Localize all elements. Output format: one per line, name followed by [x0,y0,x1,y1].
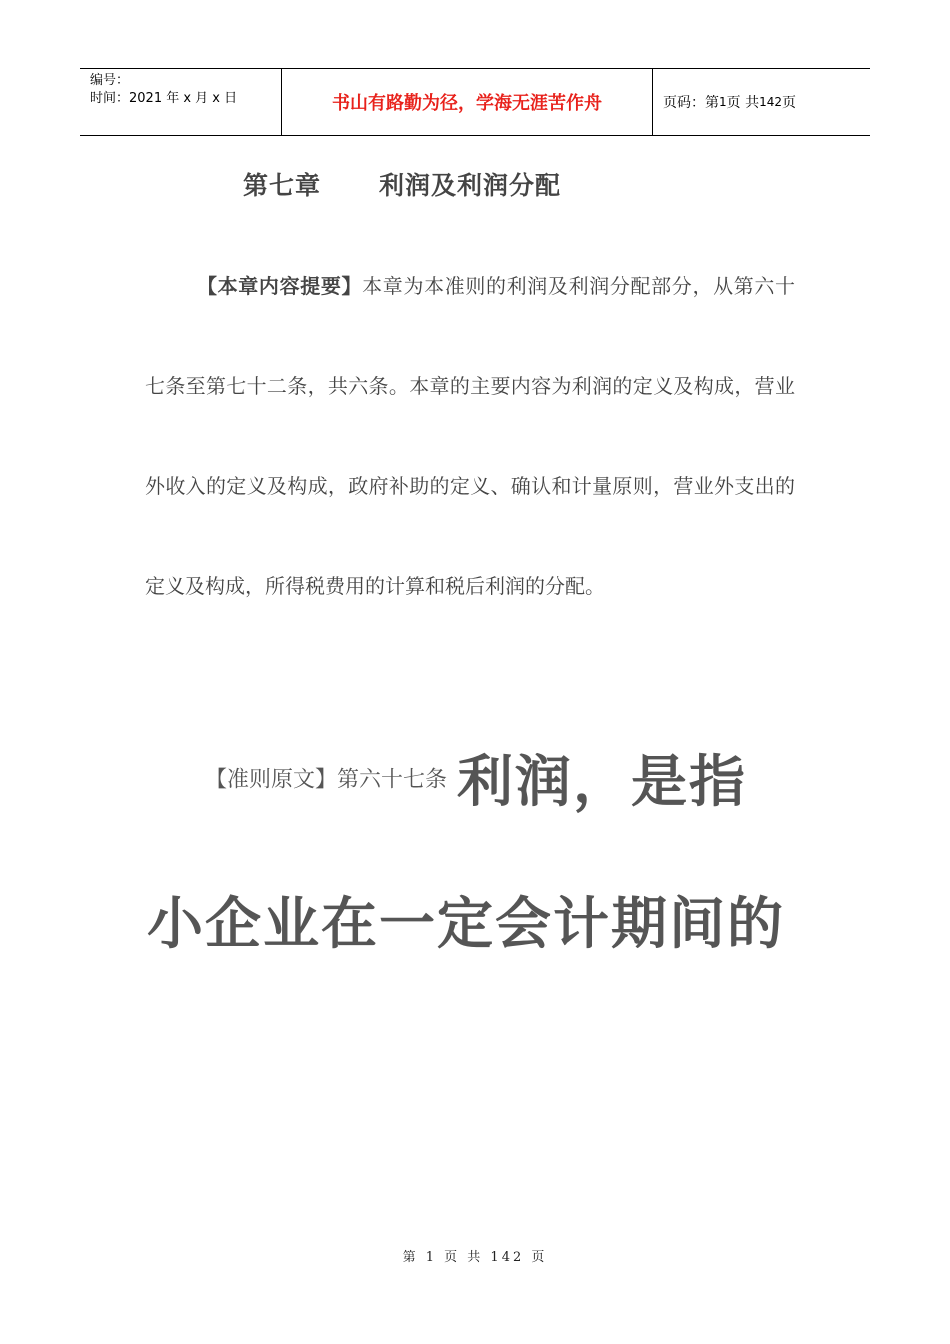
page-total: 142 [759,95,782,109]
time-label: 时间：2021 年 x 月 x 日 [90,91,238,106]
page-suffix: 页 [782,95,796,111]
chapter-title [243,166,561,202]
header-motto: 书山有路勤为径，学海无涯苦作舟 [281,69,653,135]
chapter-summary [145,236,795,636]
document-header [80,68,870,136]
summary-label: 【本章内容提要】 [197,274,363,298]
article-heading [205,738,747,818]
article-label: 【准则原文】第六十七条 [205,767,448,793]
header-meta [80,69,281,135]
page-footer: 第 1 页 共 142 页 [402,1250,548,1265]
chapter-name: 利润及利润分配 [379,171,562,200]
article-large-text-1: 利润，是指 [457,750,748,815]
number-label: 编号： [90,73,130,88]
page-current: 1 [719,95,727,109]
page-prefix: 页码：第 [663,95,719,111]
summary-text: 本章为本准则的利润及利润分配部分，从第六十七条至第七十二条，共六条。本章的主要内容为利润的定义及构成，营业外收入的定义及构成，政府补助的定义、确认和计量原则，营业外支出的定义及构成，所得税费用的计算和税后利润的分配。 [145,274,796,598]
header-page-info [653,69,870,135]
page-mid: 页 共 [726,95,760,111]
chapter-number: 第七章 [243,171,322,200]
article-large-text-2: 小企业在一定会计期间的 [147,892,785,957]
